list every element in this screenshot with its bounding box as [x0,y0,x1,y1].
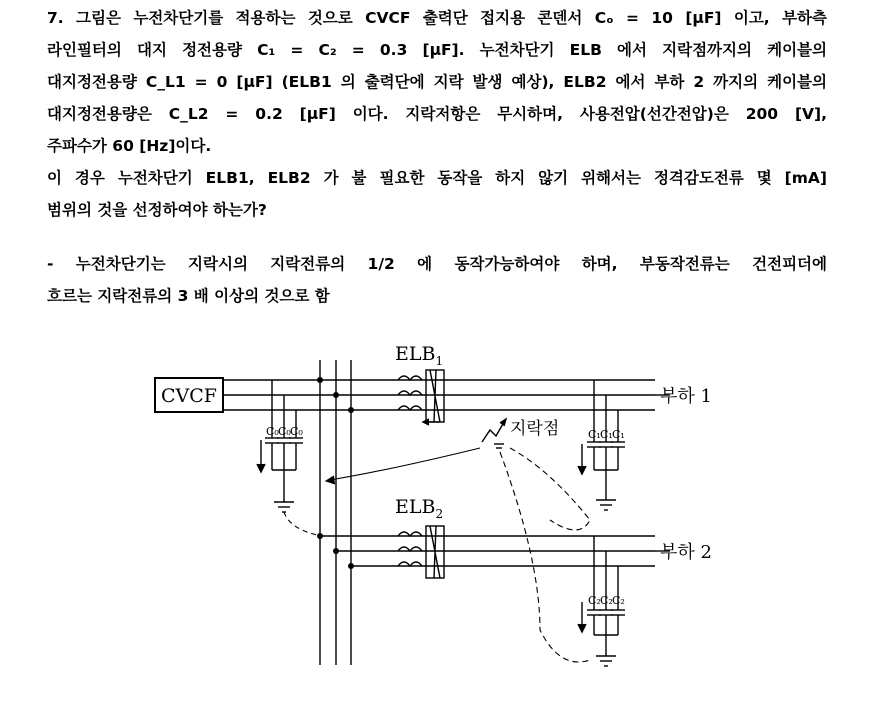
question-line-7: 범위의 것을 선정하여야 하는가? [47,201,267,219]
question-line-5: 주파수가 60 [Hz]이다. [47,137,212,155]
vertical-bus [320,360,351,665]
question-line-1: 7. 그림은 누전차단기를 적용하는 것으로 CVCF 출력단 접지용 콘덴서 Cₒ = 10 [μF] 이고, 부하측 [47,9,827,27]
fault-point-label: 지락점 [510,419,560,439]
main-bus [223,380,655,410]
question-line-4: 대지정전용량은 C_L2 = 0.2 [μF] 이다. 지락저항은 무시하며, 사용전압(선간전압)은 200 [V], [47,105,827,123]
note-line-1: - 누전차단기는 지락시의 지락전류의 1/2 에 동작가능하여야 하며, 부동작전류는 건전피더에 [47,255,827,273]
c2-label-3: C₂ [612,594,625,607]
elb1-breaker [398,370,444,425]
c2-label-1: C₂ [588,594,601,607]
fault-current-paths [284,448,590,662]
note-line-2: 흐르는 지락전류의 3 배 이상의 것으로 함 [47,287,330,305]
c0-label-1: C₀ [266,425,279,438]
question-line-3: 대지정전용량 C_L1 = 0 [μF] (ELB1 의 출력단에 지락 발생 예상), ELB2 에서 부하 2 까지의 케이블의 [47,73,827,91]
c1-label-3: C₁ [612,428,625,441]
elb2-label: $ELB_2$ [395,496,444,521]
c1-label-2: C₁ [600,428,613,441]
feeder2-bus [320,536,655,566]
circuit-diagram [150,330,740,690]
elb2-breaker [398,526,444,578]
fault-point-symbol [482,419,506,448]
load2-label: 부하 2 [660,542,712,563]
c0-capacitor-bank [257,380,303,512]
c1-capacitor-bank [578,380,625,510]
load1-label: 부하 1 [660,386,712,407]
question-line-6: 이 경우 누전차단기 ELB1, ELB2 가 불 필요한 동작을 하지 않기 위해서는 정격감도전류 몇 [mA] [47,169,827,187]
c1-label-1: C₁ [588,428,601,441]
elb1-label: $ELB_1$ [395,343,444,368]
c0-label-3: C₀ [290,425,303,438]
note-text [47,248,827,312]
c2-label-2: C₂ [600,594,613,607]
c0-label-2: C₀ [278,425,291,438]
cvcf-label: CVCF [161,385,217,407]
question-text [47,2,827,226]
question-line-2: 라인필터의 대지 정전용량 C₁ = C₂ = 0.3 [μF]. 누전차단기 ELB 에서 지락점까지의 케이블의 [47,41,827,59]
